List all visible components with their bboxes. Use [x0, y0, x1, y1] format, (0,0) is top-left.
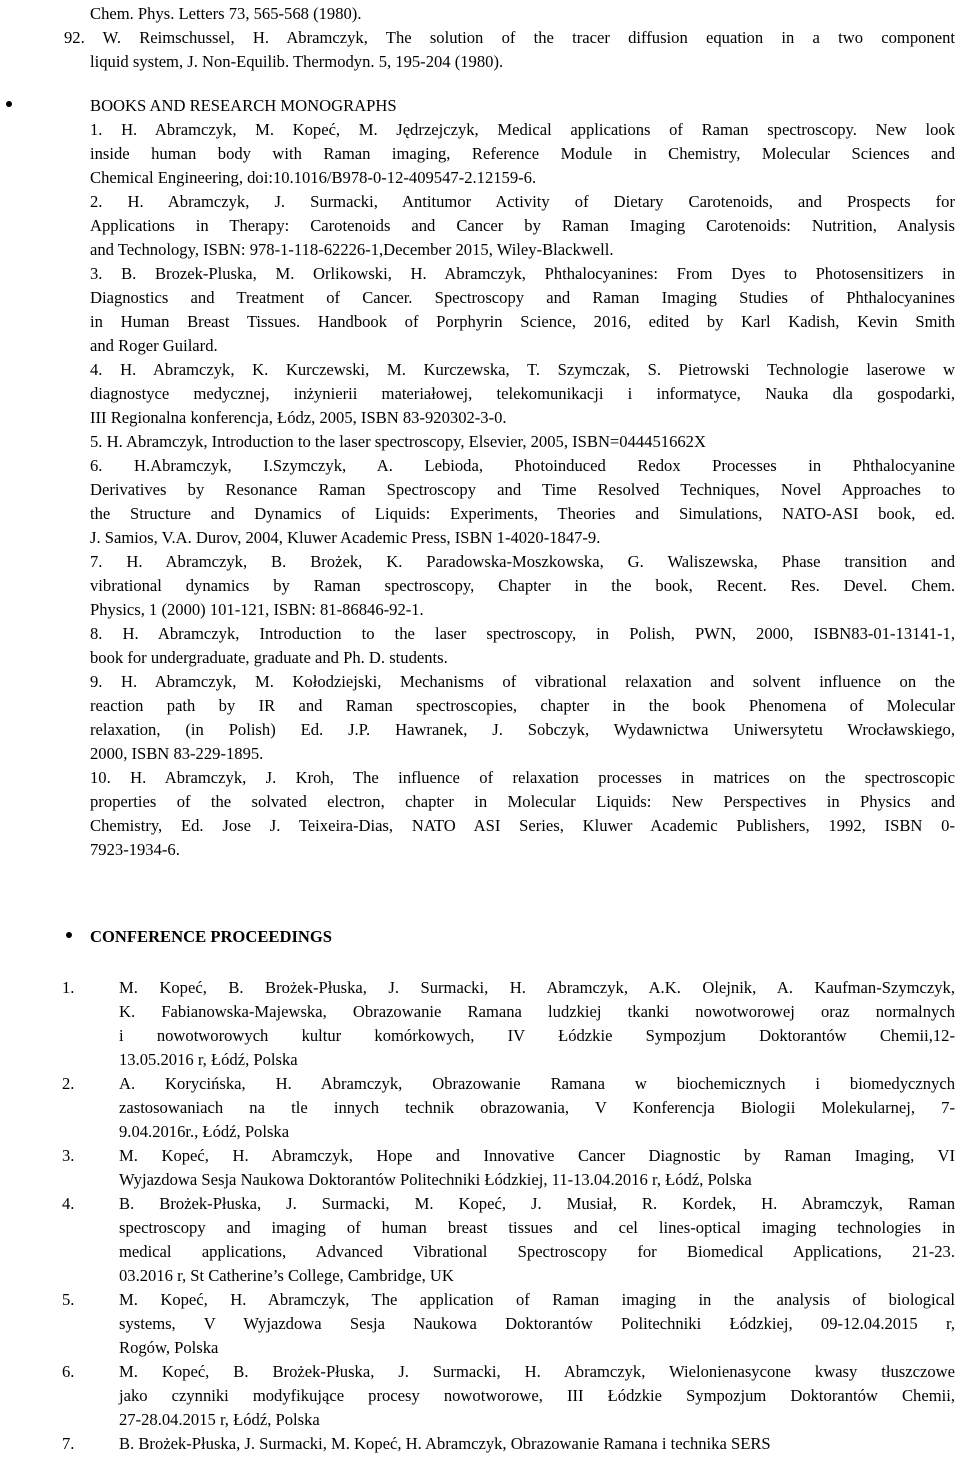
bullet-icon: [66, 932, 72, 938]
book-line: in Human Breast Tissues. Handbook of Porphyrin Science, 2016, edited by Karl Kadish, Kevin Smith: [90, 312, 955, 331]
conference-item-line: Wyjazdowa Sesja Naukowa Doktorantów Politechniki Łódzkiej, 11-13.04.2016 r, Łódź, Polska: [119, 1170, 752, 1189]
book-line: III Regionalna konferencja, Łódz, 2005, ISBN 83-920302-3-0.: [90, 408, 507, 427]
book-line: 6. H.Abramczyk, I.Szymczyk, A. Lebioda, Photoinduced Redox Processes in Phthalocyanine: [90, 456, 955, 475]
conference-item-number: 5.: [62, 1290, 75, 1309]
conference-item-line: 13.05.2016 r, Łódź, Polska: [119, 1050, 298, 1069]
conference-item-line: M. Kopeć, H. Abramczyk, Hope and Innovative Cancer Diagnostic by Raman Imaging, VI: [119, 1146, 955, 1165]
book-line: book for undergraduate, graduate and Ph. D. students.: [90, 648, 448, 667]
book-line: 3. B. Brozek-Pluska, M. Orlikowski, H. Abramczyk, Phthalocyanines: From Dyes to Photosensitizers in: [90, 264, 955, 283]
conference-item-number: 2.: [62, 1074, 75, 1093]
book-line: 8. H. Abramczyk, Introduction to the laser spectroscopy, in Polish, PWN, 2000, ISBN83-01-13141-1,: [90, 624, 955, 643]
conference-item-line: zastosowaniach na tle innych technik obrazowania, V Konferencja Biologii Molekularnej, 7-: [119, 1098, 955, 1117]
book-line: Applications in Therapy: Carotenoids and Cancer by Raman Imaging Carotenoids: Nutrition, Analysis: [90, 216, 955, 235]
book-line: diagnostyce medycznej, inżynierii materiałowej, telekomunikacji i informatyce, Nauka dla gospodarki,: [90, 384, 955, 403]
book-line: 10. H. Abramczyk, J. Kroh, The influence of relaxation processes in matrices on the spectroscopic: [90, 768, 955, 787]
book-line: Chemistry, Ed. Jose J. Teixeira-Dias, NATO ASI Series, Kluwer Academic Publishers, 1992, ISBN 0-: [90, 816, 955, 835]
conference-item-line: jako czynniki modyfikujące procesy nowotworowe, III Łódzkie Sympozjum Doktorantów Chemii,: [119, 1386, 955, 1405]
conference-item-line: 03.2016 r, St Catherine’s College, Cambridge, UK: [119, 1266, 454, 1285]
book-line: vibrational dynamics by Raman spectroscopy, Chapter in the book, Recent. Res. Devel. Chem.: [90, 576, 955, 595]
book-line: and Technology, ISBN: 978-1-118-62226-1,December 2015, Wiley-Blackwell.: [90, 240, 614, 259]
book-line: Derivatives by Resonance Raman Spectroscopy and Time Resolved Techniques, Novel Approaches to: [90, 480, 955, 499]
conference-item-line: Rogów, Polska: [119, 1338, 219, 1357]
book-line: the Structure and Dynamics of Liquids: Experiments, Theories and Simulations, NATO-ASI book, ed.: [90, 504, 955, 523]
book-line: 7923-1934-6.: [90, 840, 180, 859]
conference-item-line: M. Kopeć, H. Abramczyk, The application of Raman imaging in the analysis of biological: [119, 1290, 955, 1309]
conference-item-line: M. Kopeć, B. Brożek-Płuska, J. Surmacki, H. Abramczyk, A.K. Olejnik, A. Kaufman-Szymczyk,: [119, 978, 955, 997]
conference-item-number: 1.: [62, 978, 75, 997]
book-line: inside human body with Raman imaging, Reference Module in Chemistry, Molecular Sciences and: [90, 144, 955, 163]
book-line: Physics, 1 (2000) 101-121, ISBN: 81-86846-92-1.: [90, 600, 424, 619]
book-line: 2. H. Abramczyk, J. Surmacki, Antitumor Activity of Dietary Carotenoids, and Prospects for: [90, 192, 955, 211]
conference-item-line: B. Brożek-Płuska, J. Surmacki, M. Kopeć, J. Musiał, R. Kordek, H. Abramczyk, Raman: [119, 1194, 955, 1213]
book-line: Chemical Engineering, doi:10.1016/B978-0-12-409547-2.12159-6.: [90, 168, 537, 187]
book-line: relaxation, (in Polish) Ed. J.P. Hawranek, J. Sobczyk, Wydawnictwa Uniwersytetu Wrocławskiego,: [90, 720, 955, 739]
book-line: 4. H. Abramczyk, K. Kurczewski, M. Kurczewska, T. Szymczak, S. Pietrowski Technologie laserowe w: [90, 360, 955, 379]
top-line-3: liquid system, J. Non-Equilib. Thermodyn. 5, 195-204 (1980).: [90, 52, 504, 71]
book-line: 1. H. Abramczyk, M. Kopeć, M. Jędrzejczyk, Medical applications of Raman spectroscopy. New look: [90, 120, 955, 139]
book-line: reaction path by IR and Raman spectroscopies, chapter in the book Phenomena of Molecular: [90, 696, 955, 715]
conference-item-line: A. Korycińska, H. Abramczyk, Obrazowanie Ramana w biochemicznych i biomedycznych: [119, 1074, 955, 1093]
book-line: 7. H. Abramczyk, B. Brożek, K. Paradowska-Moszkowska, G. Waliszewska, Phase transition and: [90, 552, 955, 571]
book-line: and Roger Guilard.: [90, 336, 218, 355]
conference-item-number: 3.: [62, 1146, 75, 1165]
conference-item-line: systems, V Wyjazdowa Sesja Naukowa Doktorantów Politechniki Łódzkiej, 09-12.04.2015 r,: [119, 1314, 955, 1333]
book-line: properties of the solvated electron, chapter in Molecular Liquids: New Perspectives in Physics and: [90, 792, 955, 811]
conference-item-line: B. Brożek-Płuska, J. Surmacki, M. Kopeć, H. Abramczyk, Obrazowanie Ramana i technika SERS: [119, 1434, 771, 1453]
conference-item-line: medical applications, Advanced Vibrational Spectroscopy for Biomedical Applications, 21-23.: [119, 1242, 955, 1261]
conference-item-line: 27-28.04.2015 r, Łódź, Polska: [119, 1410, 320, 1429]
top-line-2: 92. W. Reimschussel, H. Abramczyk, The solution of the tracer diffusion equation in a two component: [64, 28, 955, 47]
book-line: 2000, ISBN 83-229-1895.: [90, 744, 264, 763]
bullet-icon: [6, 101, 12, 107]
book-line: J. Samios, V.A. Durov, 2004, Kluwer Academic Press, ISBN 1-4020-1847-9.: [90, 528, 601, 547]
book-line: 5. H. Abramczyk, Introduction to the laser spectroscopy, Elsevier, 2005, ISBN=044451662X: [90, 432, 706, 451]
top-line-1: Chem. Phys. Letters 73, 565-568 (1980).: [90, 4, 362, 23]
books-heading: BOOKS AND RESEARCH MONOGRAPHS: [90, 96, 397, 115]
conference-item-line: spectroscopy and imaging of human breast tissues and cel lines-optical imaging technologies in: [119, 1218, 955, 1237]
conference-heading: CONFERENCE PROCEEDINGS: [90, 927, 333, 946]
conference-item-number: 4.: [62, 1194, 75, 1213]
conference-item-line: K. Fabianowska-Majewska, Obrazowanie Ramana ludzkiej tkanki nowotworowej oraz normalnych: [119, 1002, 955, 1021]
conference-item-line: M. Kopeć, B. Brożek-Płuska, J. Surmacki, H. Abramczyk, Wielonienasycone kwasy tłuszczowe: [119, 1362, 955, 1381]
conference-item-number: 7.: [62, 1434, 75, 1453]
conference-item-line: 9.04.2016r., Łódź, Polska: [119, 1122, 290, 1141]
book-line: Diagnostics and Treatment of Cancer. Spectroscopy and Raman Imaging Studies of Phthalocyanines: [90, 288, 955, 307]
conference-item-number: 6.: [62, 1362, 75, 1381]
conference-item-line: i nowotworowych kultur komórkowych, IV Łódzkie Sympozjum Doktorantów Chemii,12-: [119, 1026, 955, 1045]
book-line: 9. H. Abramczyk, M. Kołodziejski, Mechanisms of vibrational relaxation and solvent influence on the: [90, 672, 955, 691]
